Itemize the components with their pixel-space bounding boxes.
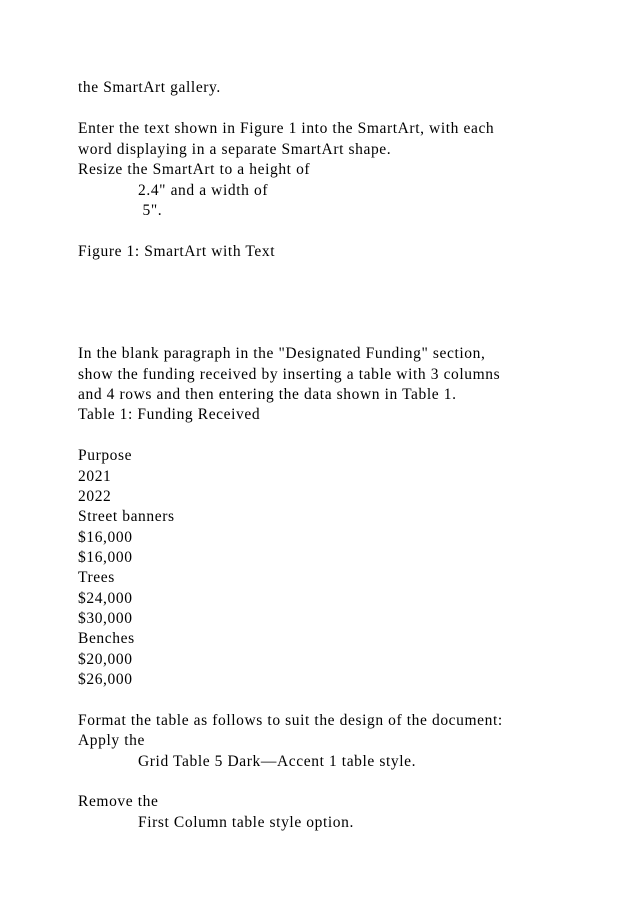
table-cell: Purpose bbox=[78, 447, 133, 464]
table-cell: $24,000 bbox=[78, 590, 133, 607]
paragraph-line: Enter the text shown in Figure 1 into the SmartArt, with each bbox=[78, 120, 495, 137]
table-cell: 2021 bbox=[78, 468, 112, 485]
table-cell: $30,000 bbox=[78, 610, 133, 627]
paragraph-line-indented: 2.4" and a width of bbox=[138, 182, 269, 199]
table-cell: 2022 bbox=[78, 488, 112, 505]
paragraph-line: Resize the SmartArt to a height of bbox=[78, 161, 311, 178]
paragraph-line: and 4 rows and then entering the data shown in Table 1. bbox=[78, 386, 457, 403]
table-cell: $16,000 bbox=[78, 529, 133, 546]
table-cell: Street banners bbox=[78, 508, 175, 525]
paragraph-line: show the funding received by inserting a table with 3 columns bbox=[78, 366, 501, 383]
table-cell: $20,000 bbox=[78, 651, 133, 668]
paragraph-line-indented: 5". bbox=[138, 202, 163, 219]
figure-caption: Figure 1: SmartArt with Text bbox=[78, 243, 276, 260]
table-cell: $16,000 bbox=[78, 549, 133, 566]
paragraph-line: Format the table as follows to suit the design of the document: bbox=[78, 712, 503, 729]
paragraph-line: In the blank paragraph in the "Designated Funding" section, bbox=[78, 345, 486, 362]
paragraph-line: word displaying in a separate SmartArt shape. bbox=[78, 141, 392, 158]
paragraph-line: Remove the bbox=[78, 793, 159, 810]
paragraph-line-indented: Grid Table 5 Dark—Accent 1 table style. bbox=[138, 753, 417, 770]
table-cell: Trees bbox=[78, 569, 115, 586]
paragraph-line: Apply the bbox=[78, 732, 145, 749]
paragraph-line-indented: First Column table style option. bbox=[138, 814, 354, 831]
table-cell: $26,000 bbox=[78, 671, 133, 688]
table-caption: Table 1: Funding Received bbox=[78, 406, 261, 423]
table-cell: Benches bbox=[78, 630, 135, 647]
paragraph-line: the SmartArt gallery. bbox=[78, 79, 221, 96]
